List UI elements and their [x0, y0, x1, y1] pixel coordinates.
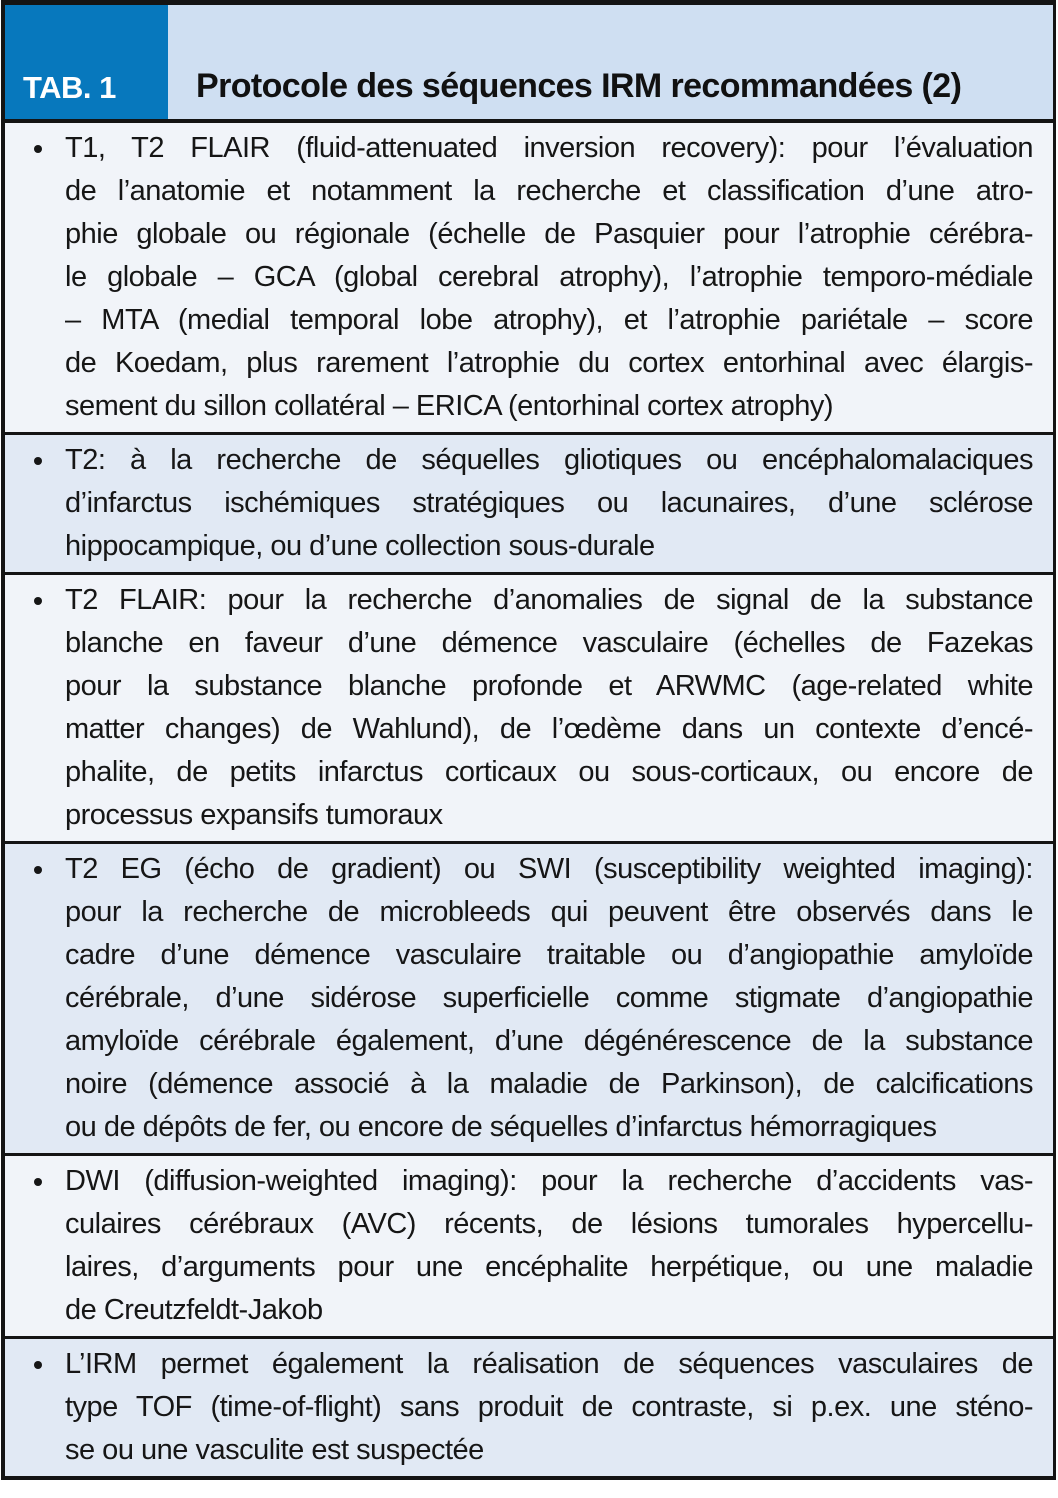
bullet-icon — [34, 145, 42, 153]
table-row — [5, 841, 1053, 1153]
row-lines — [65, 1343, 1033, 1472]
text-line: matter changes) de Wahlund), de l’œdème dans un contexte d’encé- — [65, 713, 1033, 745]
text-line: sement du sillon collatéral – ERICA (entorhinal cortex atrophy) — [65, 390, 833, 422]
text-line: hippocampique, ou d’une collection sous-durale — [65, 530, 655, 562]
text-line: de Creutzfeldt-Jakob — [65, 1294, 323, 1326]
row-lines — [65, 439, 1033, 568]
text-line: pour la substance blanche profonde et ARWMC (age-related white — [65, 670, 1033, 702]
table-header — [5, 5, 1053, 123]
text-line: T1, T2 FLAIR (fluid-attenuated inversion recovery): pour l’évaluation — [65, 132, 1033, 164]
bullet-icon — [34, 1361, 42, 1369]
text-line: L’IRM permet également la réalisation de séquences vasculaires de — [65, 1348, 1033, 1380]
table-title: Protocole des séquences IRM recommandées (2) — [196, 67, 962, 105]
bullet-icon — [34, 1178, 42, 1186]
text-line: amyloïde cérébrale également, d’une dégénérescence de la substance — [65, 1025, 1033, 1057]
text-line: laires, d’arguments pour une encéphalite herpétique, ou une maladie — [65, 1251, 1033, 1283]
table-row — [5, 572, 1053, 841]
text-line: DWI (diffusion-weighted imaging): pour la recherche d’accidents vas- — [65, 1165, 1033, 1197]
row-lines — [65, 127, 1033, 428]
text-line: d’infarctus ischémiques stratégiques ou lacunaires, d’une sclérose — [65, 487, 1033, 519]
text-line: ou de dépôts de fer, ou encore de séquelles d’infarctus hémorragiques — [65, 1111, 937, 1143]
text-line: noire (démence associé à la maladie de Parkinson), de calcifications — [65, 1068, 1033, 1100]
table-row — [5, 432, 1053, 572]
row-lines — [65, 1160, 1033, 1332]
text-line: processus expansifs tumoraux — [65, 799, 443, 831]
tab-number-label: TAB. 1 — [23, 70, 116, 105]
text-line: phalite, de petits infarctus corticaux ou sous-corticaux, ou encore de — [65, 756, 1033, 788]
text-line: type TOF (time-of-flight) sans produit de contraste, si p.ex. une sténo- — [65, 1391, 1033, 1423]
bullet-icon — [34, 866, 42, 874]
text-line: le globale – GCA (global cerebral atrophy), l’atrophie temporo-médiale — [65, 261, 1033, 293]
text-line: culaires cérébraux (AVC) récents, de lésions tumorales hypercellu- — [65, 1208, 1033, 1240]
table-row — [5, 1153, 1053, 1336]
protocol-table — [1, 0, 1056, 1480]
text-line: blanche en faveur d’une démence vasculaire (échelles de Fazekas — [65, 627, 1033, 659]
text-line: pour la recherche de microbleeds qui peuvent être observés dans le — [65, 896, 1033, 928]
text-line: de l’anatomie et notamment la recherche et classification d’une atro- — [65, 175, 1033, 207]
table-row — [5, 1336, 1053, 1476]
table-body — [5, 123, 1053, 1476]
text-line: phie globale ou régionale (échelle de Pasquier pour l’atrophie cérébra- — [65, 218, 1033, 250]
row-lines — [65, 848, 1033, 1149]
text-line: se ou une vasculite est suspectée — [65, 1434, 484, 1466]
table-row — [5, 123, 1053, 432]
bullet-icon — [34, 457, 42, 465]
row-lines — [65, 579, 1033, 837]
text-line: – MTA (medial temporal lobe atrophy), et l’atrophie pariétale – score — [65, 304, 1033, 336]
text-line: cérébrale, d’une sidérose superficielle comme stigmate d’angiopathie — [65, 982, 1033, 1014]
text-line: T2 FLAIR: pour la recherche d’anomalies de signal de la substance — [65, 584, 1033, 616]
bullet-icon — [34, 597, 42, 605]
text-line: de Koedam, plus rarement l’atrophie du cortex entorhinal avec élargis- — [65, 347, 1033, 379]
text-line: T2 EG (écho de gradient) ou SWI (susceptibility weighted imaging): — [65, 853, 1033, 885]
tab-number-box — [5, 5, 168, 119]
text-line: cadre d’une démence vasculaire traitable ou d’angiopathie amyloïde — [65, 939, 1033, 971]
text-line: T2: à la recherche de séquelles gliotiques ou encéphalomalaciques — [65, 444, 1033, 476]
